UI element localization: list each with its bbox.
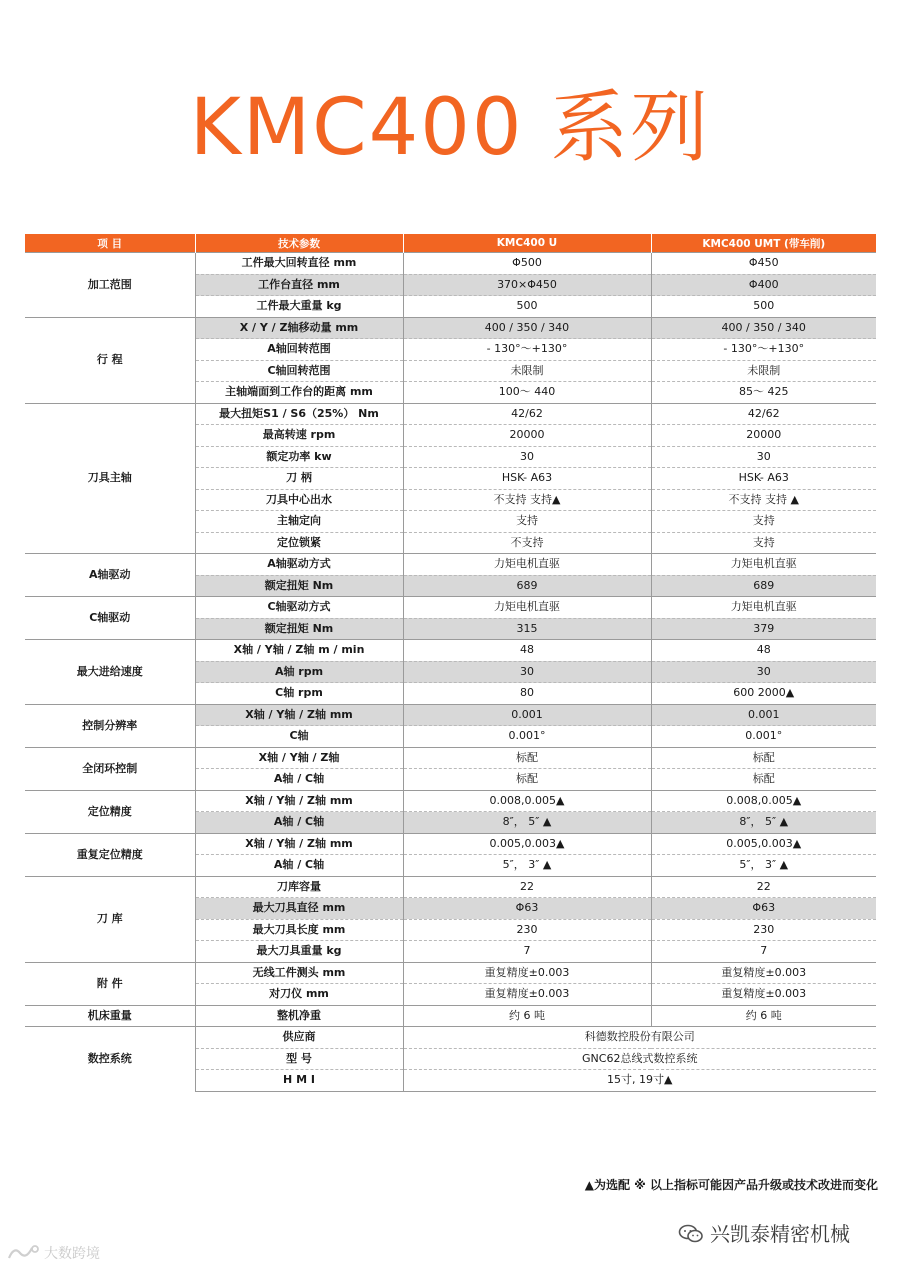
param-cell: X / Y / Z轴移动量 mm: [195, 317, 403, 339]
watermark: [6, 1243, 100, 1263]
watermark-text: 大数跨境: [44, 1246, 100, 1262]
category-cell: 重复定位精度: [25, 833, 195, 876]
kmc400u-value-cell: 80: [403, 683, 651, 705]
category-cell: 数控系统: [25, 1027, 195, 1092]
kmc400u-value-cell: 0.001°: [403, 726, 651, 748]
param-cell: 无线工件测头 mm: [195, 962, 403, 984]
param-cell: 最大刀具重量 kg: [195, 941, 403, 963]
table-row: [25, 704, 876, 726]
param-cell: A轴 / C轴: [195, 769, 403, 791]
kmc400umt-value-cell: 48: [651, 640, 876, 662]
table-row: [25, 1027, 876, 1049]
merged-value-cell: 15寸, 19寸▲: [403, 1070, 876, 1092]
kmc400umt-value-cell: 7: [651, 941, 876, 963]
param-cell: A轴 / C轴: [195, 855, 403, 877]
category-cell: 刀 库: [25, 876, 195, 962]
spec-table: [25, 234, 876, 1092]
kmc400u-value-cell: 不支持: [403, 532, 651, 554]
kmc400u-value-cell: 315: [403, 618, 651, 640]
param-cell: 主轴定向: [195, 511, 403, 533]
kmc400u-value-cell: 689: [403, 575, 651, 597]
param-cell: 工件最大回转直径 mm: [195, 253, 403, 275]
kmc400umt-value-cell: 不支持 支持 ▲: [651, 489, 876, 511]
kmc400u-value-cell: 370×Φ450: [403, 274, 651, 296]
kmc400umt-value-cell: 30: [651, 446, 876, 468]
header-kmc400u: KMC400 U: [403, 234, 651, 253]
param-cell: X轴 / Y轴 / Z轴 mm: [195, 833, 403, 855]
table-row: [25, 554, 876, 576]
kmc400umt-value-cell: 标配: [651, 747, 876, 769]
param-cell: X轴 / Y轴 / Z轴: [195, 747, 403, 769]
kmc400umt-value-cell: Φ450: [651, 253, 876, 275]
param-cell: 额定功率 kw: [195, 446, 403, 468]
kmc400u-value-cell: 48: [403, 640, 651, 662]
param-cell: 整机净重: [195, 1005, 403, 1027]
param-cell: C轴回转范围: [195, 360, 403, 382]
param-cell: 最大扭矩S1 / S6（25%） Nm: [195, 403, 403, 425]
param-cell: 型 号: [195, 1048, 403, 1070]
table-row: [25, 876, 876, 898]
table-row: [25, 747, 876, 769]
header-param: 技术参数: [195, 234, 403, 253]
param-cell: X轴 / Y轴 / Z轴 mm: [195, 790, 403, 812]
kmc400u-value-cell: 22: [403, 876, 651, 898]
param-cell: H M I: [195, 1070, 403, 1092]
kmc400u-value-cell: 不支持 支持▲: [403, 489, 651, 511]
table-row: [25, 317, 876, 339]
kmc400umt-value-cell: Φ400: [651, 274, 876, 296]
kmc400u-value-cell: 30: [403, 446, 651, 468]
category-cell: 行 程: [25, 317, 195, 403]
merged-value-cell: GNC62总线式数控系统: [403, 1048, 876, 1070]
kmc400umt-value-cell: 22: [651, 876, 876, 898]
category-cell: 控制分辨率: [25, 704, 195, 747]
param-cell: A轴驱动方式: [195, 554, 403, 576]
brand-name: 兴凯泰精密机械: [710, 1222, 850, 1246]
kmc400umt-value-cell: 30: [651, 661, 876, 683]
kmc400umt-value-cell: 230: [651, 919, 876, 941]
param-cell: 额定扭矩 Nm: [195, 618, 403, 640]
category-cell: 最大进给速度: [25, 640, 195, 705]
wechat-icon: [678, 1224, 704, 1244]
kmc400umt-value-cell: 689: [651, 575, 876, 597]
kmc400u-value-cell: 约 6 吨: [403, 1005, 651, 1027]
table-row: [25, 962, 876, 984]
footnote: ▲为选配 ※ 以上指标可能因产品升级或技术改进而变化: [584, 1178, 878, 1192]
category-cell: 机床重量: [25, 1005, 195, 1027]
param-cell: 工件最大重量 kg: [195, 296, 403, 318]
param-cell: 主轴端面到工作台的距离 mm: [195, 382, 403, 404]
param-cell: 最高转速 rpm: [195, 425, 403, 447]
kmc400u-value-cell: 0.008,0.005▲: [403, 790, 651, 812]
header-item: 项 目: [25, 234, 195, 253]
merged-value-cell: 科德数控股份有限公司: [403, 1027, 876, 1049]
kmc400umt-value-cell: 600 2000▲: [651, 683, 876, 705]
kmc400u-value-cell: Φ63: [403, 898, 651, 920]
kmc400u-value-cell: 20000: [403, 425, 651, 447]
kmc400u-value-cell: 5″， 3″ ▲: [403, 855, 651, 877]
kmc400u-value-cell: 标配: [403, 747, 651, 769]
table-row: [25, 597, 876, 619]
param-cell: A轴 rpm: [195, 661, 403, 683]
category-cell: 全闭环控制: [25, 747, 195, 790]
param-cell: 工作台直径 mm: [195, 274, 403, 296]
kmc400u-value-cell: 力矩电机直驱: [403, 554, 651, 576]
kmc400u-value-cell: 支持: [403, 511, 651, 533]
kmc400u-value-cell: 重复精度±0.003: [403, 962, 651, 984]
category-cell: 刀具主轴: [25, 403, 195, 554]
kmc400umt-value-cell: 500: [651, 296, 876, 318]
param-cell: 刀库容量: [195, 876, 403, 898]
param-cell: X轴 / Y轴 / Z轴 m / min: [195, 640, 403, 662]
param-cell: 刀 柄: [195, 468, 403, 490]
kmc400umt-value-cell: 支持: [651, 532, 876, 554]
kmc400u-value-cell: 30: [403, 661, 651, 683]
header-kmc400umt: KMC400 UMT (带车削): [651, 234, 876, 253]
param-cell: A轴 / C轴: [195, 812, 403, 834]
table-row: [25, 790, 876, 812]
category-cell: 定位精度: [25, 790, 195, 833]
kmc400u-value-cell: 未限制: [403, 360, 651, 382]
param-cell: X轴 / Y轴 / Z轴 mm: [195, 704, 403, 726]
spec-table-body: [25, 253, 876, 1092]
kmc400umt-value-cell: 标配: [651, 769, 876, 791]
kmc400u-value-cell: 7: [403, 941, 651, 963]
kmc400u-value-cell: 42/62: [403, 403, 651, 425]
kmc400u-value-cell: Φ500: [403, 253, 651, 275]
kmc400u-value-cell: 0.005,0.003▲: [403, 833, 651, 855]
kmc400umt-value-cell: HSK- A63: [651, 468, 876, 490]
kmc400umt-value-cell: 5″， 3″ ▲: [651, 855, 876, 877]
param-cell: 额定扭矩 Nm: [195, 575, 403, 597]
table-row: [25, 640, 876, 662]
kmc400umt-value-cell: 支持: [651, 511, 876, 533]
param-cell: 供应商: [195, 1027, 403, 1049]
param-cell: A轴回转范围: [195, 339, 403, 361]
watermark-logo-icon: [6, 1244, 40, 1262]
kmc400umt-value-cell: 0.001°: [651, 726, 876, 748]
kmc400umt-value-cell: 85～ 425: [651, 382, 876, 404]
kmc400umt-value-cell: 未限制: [651, 360, 876, 382]
kmc400umt-value-cell: 力矩电机直驱: [651, 554, 876, 576]
param-cell: C轴驱动方式: [195, 597, 403, 619]
category-cell: C轴驱动: [25, 597, 195, 640]
spec-table-header: [25, 234, 876, 253]
table-row: [25, 1005, 876, 1027]
kmc400u-value-cell: 0.001: [403, 704, 651, 726]
kmc400umt-value-cell: 重复精度±0.003: [651, 984, 876, 1006]
param-cell: C轴: [195, 726, 403, 748]
kmc400u-value-cell: 230: [403, 919, 651, 941]
kmc400u-value-cell: 8″， 5″ ▲: [403, 812, 651, 834]
kmc400u-value-cell: 力矩电机直驱: [403, 597, 651, 619]
param-cell: 最大刀具长度 mm: [195, 919, 403, 941]
kmc400u-value-cell: 400 / 350 / 340: [403, 317, 651, 339]
kmc400u-value-cell: 重复精度±0.003: [403, 984, 651, 1006]
kmc400umt-value-cell: Φ63: [651, 898, 876, 920]
kmc400umt-value-cell: 400 / 350 / 340: [651, 317, 876, 339]
kmc400umt-value-cell: 约 6 吨: [651, 1005, 876, 1027]
category-cell: A轴驱动: [25, 554, 195, 597]
page-title: KMC400 系列: [189, 83, 711, 173]
kmc400umt-value-cell: 重复精度±0.003: [651, 962, 876, 984]
kmc400u-value-cell: - 130°～+130°: [403, 339, 651, 361]
kmc400umt-value-cell: 8″， 5″ ▲: [651, 812, 876, 834]
brand-signature: [678, 1218, 850, 1247]
table-row: [25, 253, 876, 275]
kmc400umt-value-cell: 0.001: [651, 704, 876, 726]
param-cell: 最大刀具直径 mm: [195, 898, 403, 920]
param-cell: 刀具中心出水: [195, 489, 403, 511]
kmc400u-value-cell: 标配: [403, 769, 651, 791]
kmc400umt-value-cell: - 130°～+130°: [651, 339, 876, 361]
category-cell: 加工范围: [25, 253, 195, 318]
kmc400umt-value-cell: 379: [651, 618, 876, 640]
kmc400u-value-cell: 500: [403, 296, 651, 318]
category-cell: 附 件: [25, 962, 195, 1005]
table-row: [25, 403, 876, 425]
kmc400umt-value-cell: 力矩电机直驱: [651, 597, 876, 619]
kmc400umt-value-cell: 0.008,0.005▲: [651, 790, 876, 812]
kmc400u-value-cell: 100～ 440: [403, 382, 651, 404]
kmc400umt-value-cell: 42/62: [651, 403, 876, 425]
param-cell: C轴 rpm: [195, 683, 403, 705]
kmc400umt-value-cell: 0.005,0.003▲: [651, 833, 876, 855]
kmc400umt-value-cell: 20000: [651, 425, 876, 447]
param-cell: 定位锁紧: [195, 532, 403, 554]
table-row: [25, 833, 876, 855]
param-cell: 对刀仪 mm: [195, 984, 403, 1006]
kmc400u-value-cell: HSK- A63: [403, 468, 651, 490]
